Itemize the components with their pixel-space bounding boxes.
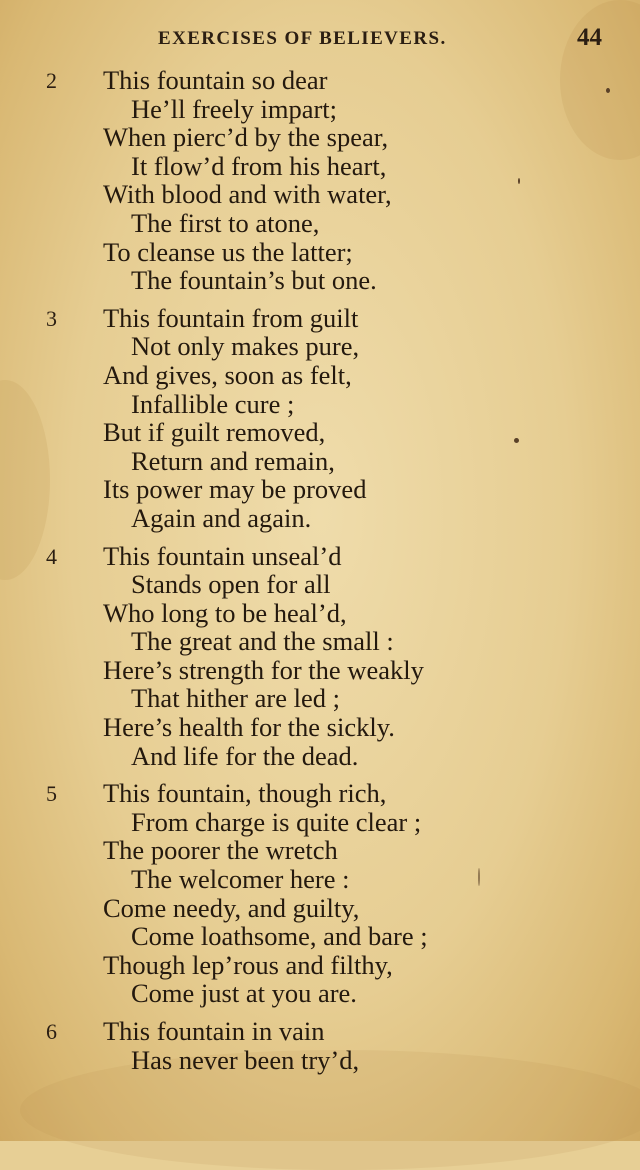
- verse-line: That hither are led ;: [131, 683, 340, 714]
- verse-line: To cleanse us the latter;: [103, 236, 353, 267]
- verse-line: Again and again.: [131, 502, 312, 533]
- verse-line: It flow’d from his heart,: [131, 150, 387, 181]
- verse-line: This fountain in vain: [103, 1016, 325, 1046]
- verse-line: Come loathsome, and bare ;: [131, 921, 428, 952]
- verse-line: Though lep’rous and filthy,: [103, 949, 393, 980]
- page-number: 44: [577, 24, 602, 51]
- verse-line: The first to atone,: [131, 207, 320, 238]
- stanza: [0, 304, 640, 533]
- verse-line: This fountain, though rich,: [103, 778, 387, 809]
- verse-line: The great and the small :: [131, 626, 394, 657]
- verse-line: Its power may be proved: [103, 474, 367, 505]
- stanza-number: 5: [46, 781, 57, 807]
- stanza-number: 6: [46, 1019, 57, 1044]
- verse-line: When pierc’d by the spear,: [103, 122, 389, 153]
- stanza: [0, 542, 640, 771]
- verse-line: Stands open for all: [131, 569, 331, 600]
- verse-line: Come just at you are.: [131, 978, 357, 1009]
- stanza-number: 2: [46, 68, 57, 93]
- verse-line: This fountain so dear: [103, 65, 328, 95]
- verse-line: Has never been try’d,: [131, 1044, 360, 1075]
- stanza: [0, 1017, 640, 1074]
- verse-line: This fountain from guilt: [103, 302, 359, 333]
- verse-line: But if guilt removed,: [103, 417, 326, 448]
- hymn-text: [0, 66, 640, 1083]
- verse-line: Infallible cure ;: [131, 388, 295, 419]
- verse-line: He’ll freely impart;: [131, 93, 338, 124]
- verse-line: Not only makes pure,: [131, 331, 360, 362]
- running-title: EXERCISES OF BELIEVERS.: [158, 28, 447, 49]
- verse-line: The poorer the wretch: [103, 835, 338, 866]
- verse-line: Here’s strength for the weakly: [103, 654, 424, 685]
- verse-line: Come needy, and guilty,: [103, 892, 360, 923]
- verse-line: And gives, soon as felt,: [103, 359, 352, 390]
- verse-line: The fountain’s but one.: [131, 265, 377, 296]
- stanza: [0, 66, 640, 295]
- verse-line: Who long to be heal’d,: [103, 597, 347, 628]
- verse-line: This fountain unseal’d: [103, 540, 342, 571]
- verse-line: Here’s health for the sickly.: [103, 712, 395, 743]
- stanza: [0, 779, 640, 1008]
- verse-line: Return and remain,: [131, 445, 335, 476]
- verse-line: The welcomer here :: [131, 864, 350, 895]
- verse-line: And life for the dead.: [131, 740, 359, 771]
- stanza-number: 4: [46, 543, 57, 569]
- stanza-number: 3: [46, 305, 57, 331]
- verse-line: With blood and with water,: [103, 179, 392, 210]
- page-header: [0, 24, 640, 58]
- verse-line: From charge is quite clear ;: [131, 806, 422, 837]
